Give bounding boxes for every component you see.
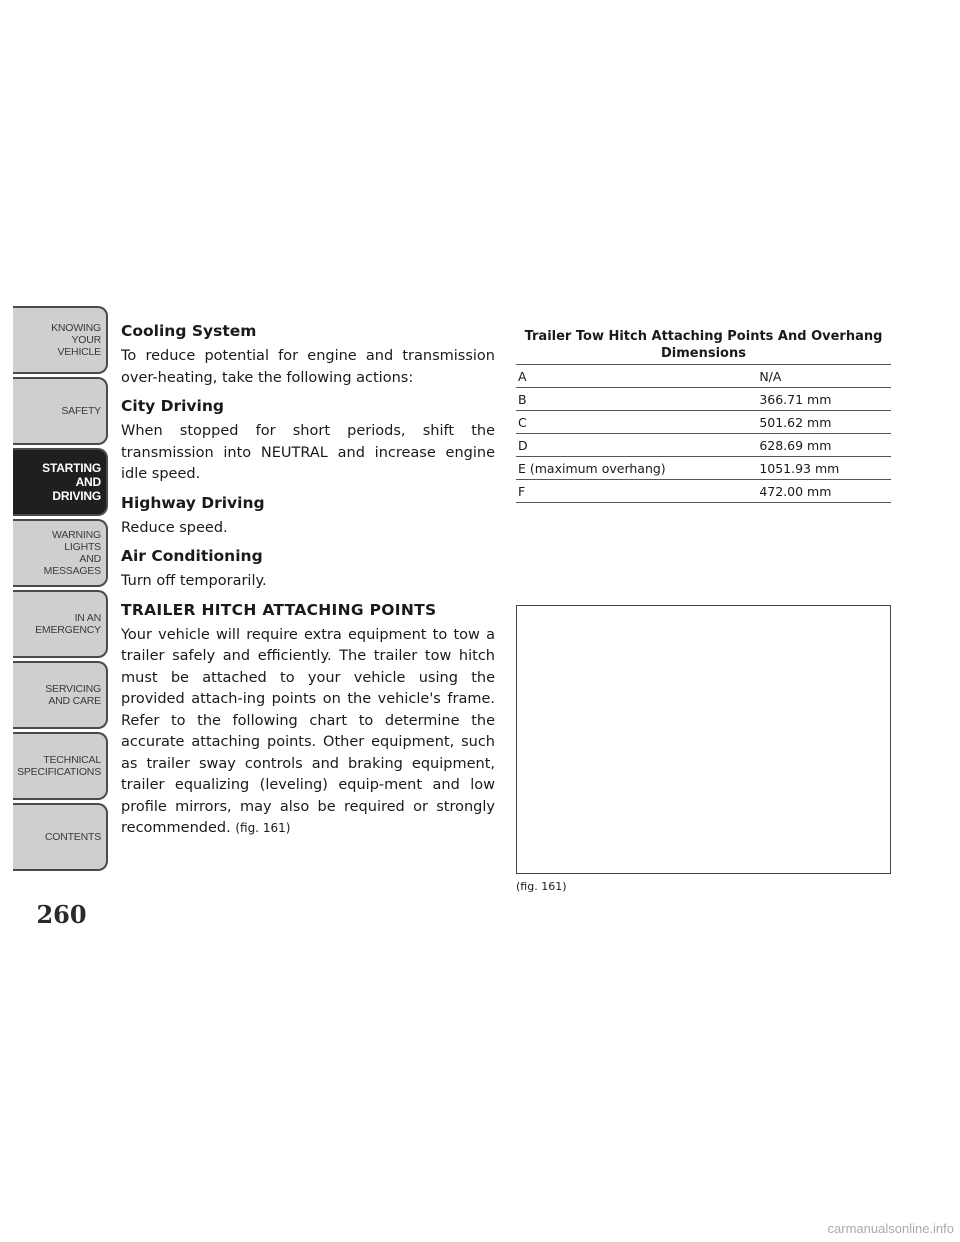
tab-servicing-and-care[interactable]: SERVICING AND CARE bbox=[13, 661, 108, 729]
watermark: carmanualsonline.info bbox=[827, 1221, 954, 1236]
tab-knowing-your-vehicle[interactable]: KNOWING YOUR VEHICLE bbox=[13, 306, 108, 374]
air-conditioning-text: Turn off temporarily. bbox=[121, 573, 267, 589]
city-driving-heading: City Driving bbox=[121, 397, 224, 415]
dimensions-table bbox=[516, 328, 891, 503]
table-cell-value: 1051.93 mm bbox=[751, 457, 891, 480]
table-cell-label: E (maximum overhang) bbox=[516, 457, 751, 480]
tab-safety[interactable]: SAFETY bbox=[13, 377, 108, 445]
table-title: Trailer Tow Hitch Attaching Points And Overhang Dimensions bbox=[524, 329, 883, 361]
table-cell-label: D bbox=[516, 434, 751, 457]
dimensions-grid bbox=[516, 364, 891, 503]
table-cell-label: A bbox=[516, 365, 751, 388]
table-row bbox=[516, 388, 891, 411]
figure-161-frame bbox=[516, 605, 891, 874]
table-row bbox=[516, 434, 891, 457]
trailer-hitch-heading: TRAILER HITCH ATTACHING POINTS bbox=[121, 600, 437, 619]
left-column bbox=[121, 320, 495, 844]
fig-reference[interactable]: (fig. 161) bbox=[235, 821, 291, 835]
tab-technical-specifications[interactable]: TECHNICAL SPECIFICATIONS bbox=[13, 732, 108, 800]
city-driving-text: When stopped for short periods, shift the transmission into NEUTRAL and increase engine idle speed. bbox=[121, 423, 495, 482]
tab-contents[interactable]: CONTENTS bbox=[13, 803, 108, 871]
table-cell-value: 628.69 mm bbox=[751, 434, 891, 457]
table-cell-value: 501.62 mm bbox=[751, 411, 891, 434]
highway-driving-heading: Highway Driving bbox=[121, 493, 265, 512]
figure-caption: (fig. 161) bbox=[516, 880, 567, 893]
table-cell-value: N/A bbox=[751, 365, 891, 388]
chapter-tabs bbox=[13, 306, 108, 874]
table-row bbox=[516, 457, 891, 480]
table-cell-label: F bbox=[516, 480, 751, 503]
table-cell-label: B bbox=[516, 388, 751, 411]
trailer-hitch-text bbox=[121, 625, 495, 840]
table-cell-value: 366.71 mm bbox=[751, 388, 891, 411]
tab-in-an-emergency[interactable]: IN AN EMERGENCY bbox=[13, 590, 108, 658]
cooling-system-text: To reduce potential for engine and transmission over-heating, take the following actions: bbox=[121, 348, 495, 386]
trailer-hitch-body: Your vehicle will require extra equipment to tow a trailer safely and efficiently. The trailer tow hitch must be attached to your vehicle using the provided attach-ing points on the vehicle's frame. Refer to the following chart to determine the accurate attaching points. Other equipment, such as trailer sway controls and braking equipment, trailer equalizing (leveling) equip-ment and low profile mirrors, may also be required or strongly recommended. bbox=[121, 626, 495, 836]
table-cell-label: C bbox=[516, 411, 751, 434]
table-row bbox=[516, 365, 891, 388]
air-conditioning-heading: Air Conditioning bbox=[121, 547, 263, 565]
table-row bbox=[516, 411, 891, 434]
cooling-system-heading: Cooling System bbox=[121, 322, 257, 340]
highway-driving-text: Reduce speed. bbox=[121, 519, 228, 536]
table-row bbox=[516, 480, 891, 503]
page-number: 260 bbox=[36, 900, 87, 929]
tab-warning-lights[interactable]: WARNING LIGHTS AND MESSAGES bbox=[13, 519, 108, 587]
tab-starting-and-driving[interactable]: STARTING AND DRIVING bbox=[13, 448, 108, 516]
table-cell-value: 472.00 mm bbox=[751, 480, 891, 503]
